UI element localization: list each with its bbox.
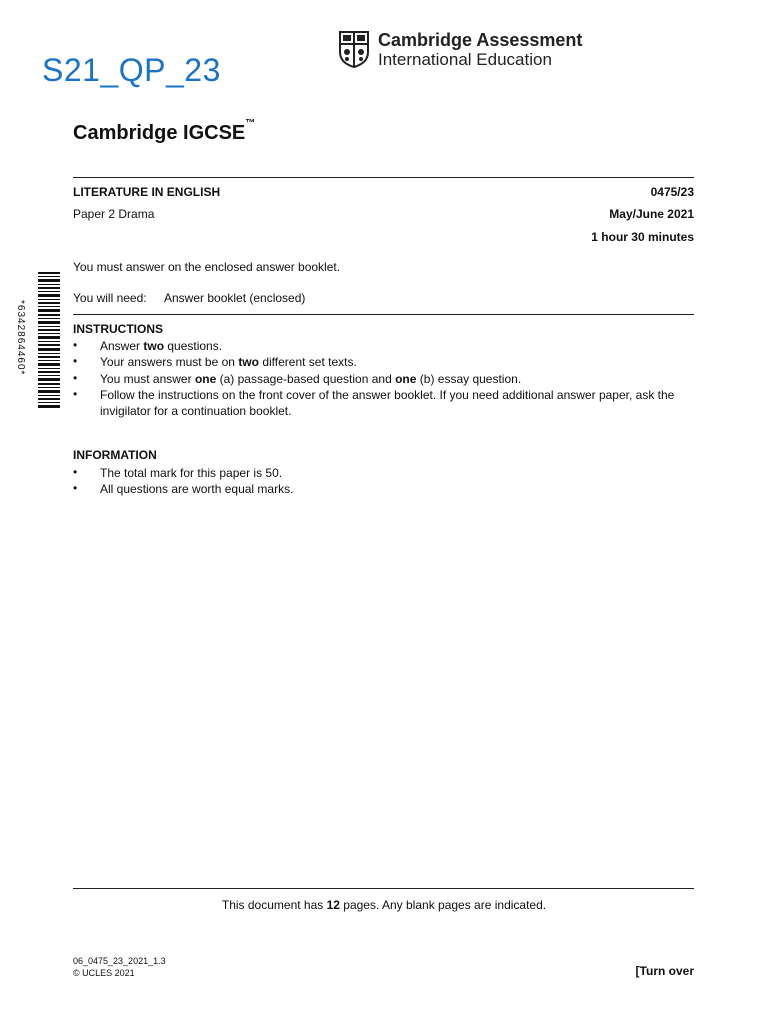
exam-session: May/June 2021 <box>609 207 694 221</box>
header-rule-bottom <box>73 314 694 315</box>
cambridge-logo <box>338 30 588 70</box>
instruction-text: (b) essay question. <box>416 372 522 386</box>
document-reference: 06_0475_23_2021_1.3 <box>73 956 166 966</box>
bullet-icon: • <box>73 371 78 385</box>
information-text: The total mark for this paper is 50. <box>100 466 283 480</box>
instruction-emphasis: one <box>194 372 217 386</box>
page-count-text: pages. Any blank pages are indicated. <box>339 898 547 912</box>
trademark-mark: ™ <box>245 118 256 129</box>
information-text: All questions are worth equal marks. <box>100 482 294 496</box>
instruction-emphasis: two <box>238 355 259 369</box>
turn-over-label: [Turn over <box>635 964 694 978</box>
document-watermark: S21_QP_23 <box>42 52 221 88</box>
instruction-text: Follow the instructions on the front cover of the answer booklet. If you need additional answer paper, ask the invigilator for a continuation booklet. <box>100 388 675 418</box>
subject-title: LITERATURE IN ENGLISH <box>73 185 221 199</box>
brand-title <box>73 118 256 145</box>
crest-icon <box>338 30 370 68</box>
page-count-note <box>0 898 768 912</box>
instruction-text: Answer <box>100 339 144 353</box>
bullet-icon: • <box>73 338 78 352</box>
header-rule-top <box>73 177 694 178</box>
instruction-text: (a) passage-based question and <box>216 372 396 386</box>
page-count-text: This document has <box>221 898 327 912</box>
footer-rule <box>73 888 694 889</box>
will-need-label: You will need: <box>73 291 147 305</box>
instruction-text: Your answers must be on <box>100 355 239 369</box>
logo-line2: International Education <box>378 50 552 69</box>
brand-name: Cambridge IGCSE <box>73 122 246 144</box>
page-count-number: 12 <box>326 898 340 912</box>
barcode-number: *6342864460* <box>15 300 26 376</box>
paper-name: Paper 2 Drama <box>73 207 155 221</box>
instruction-text: different set texts. <box>258 355 357 369</box>
exam-duration: 1 hour 30 minutes <box>591 230 694 244</box>
information-heading: INFORMATION <box>73 448 157 462</box>
bullet-icon: • <box>73 354 78 368</box>
instruction-emphasis: two <box>143 339 165 353</box>
bullet-icon: • <box>73 465 78 479</box>
copyright-notice: © UCLES 2021 <box>73 968 135 978</box>
bullet-icon: • <box>73 481 78 495</box>
bullet-icon: • <box>73 387 78 401</box>
instruction-text: questions. <box>164 339 223 353</box>
paper-code: 0475/23 <box>650 185 694 199</box>
must-answer-note: You must answer on the enclosed answer booklet. <box>73 260 341 274</box>
instruction-text: You must answer <box>100 372 195 386</box>
will-need-value: Answer booklet (enclosed) <box>164 291 306 305</box>
instruction-emphasis: one <box>395 372 417 386</box>
logo-line1: Cambridge Assessment <box>378 30 583 50</box>
barcode-icon <box>38 272 60 410</box>
instructions-heading: INSTRUCTIONS <box>73 322 163 336</box>
